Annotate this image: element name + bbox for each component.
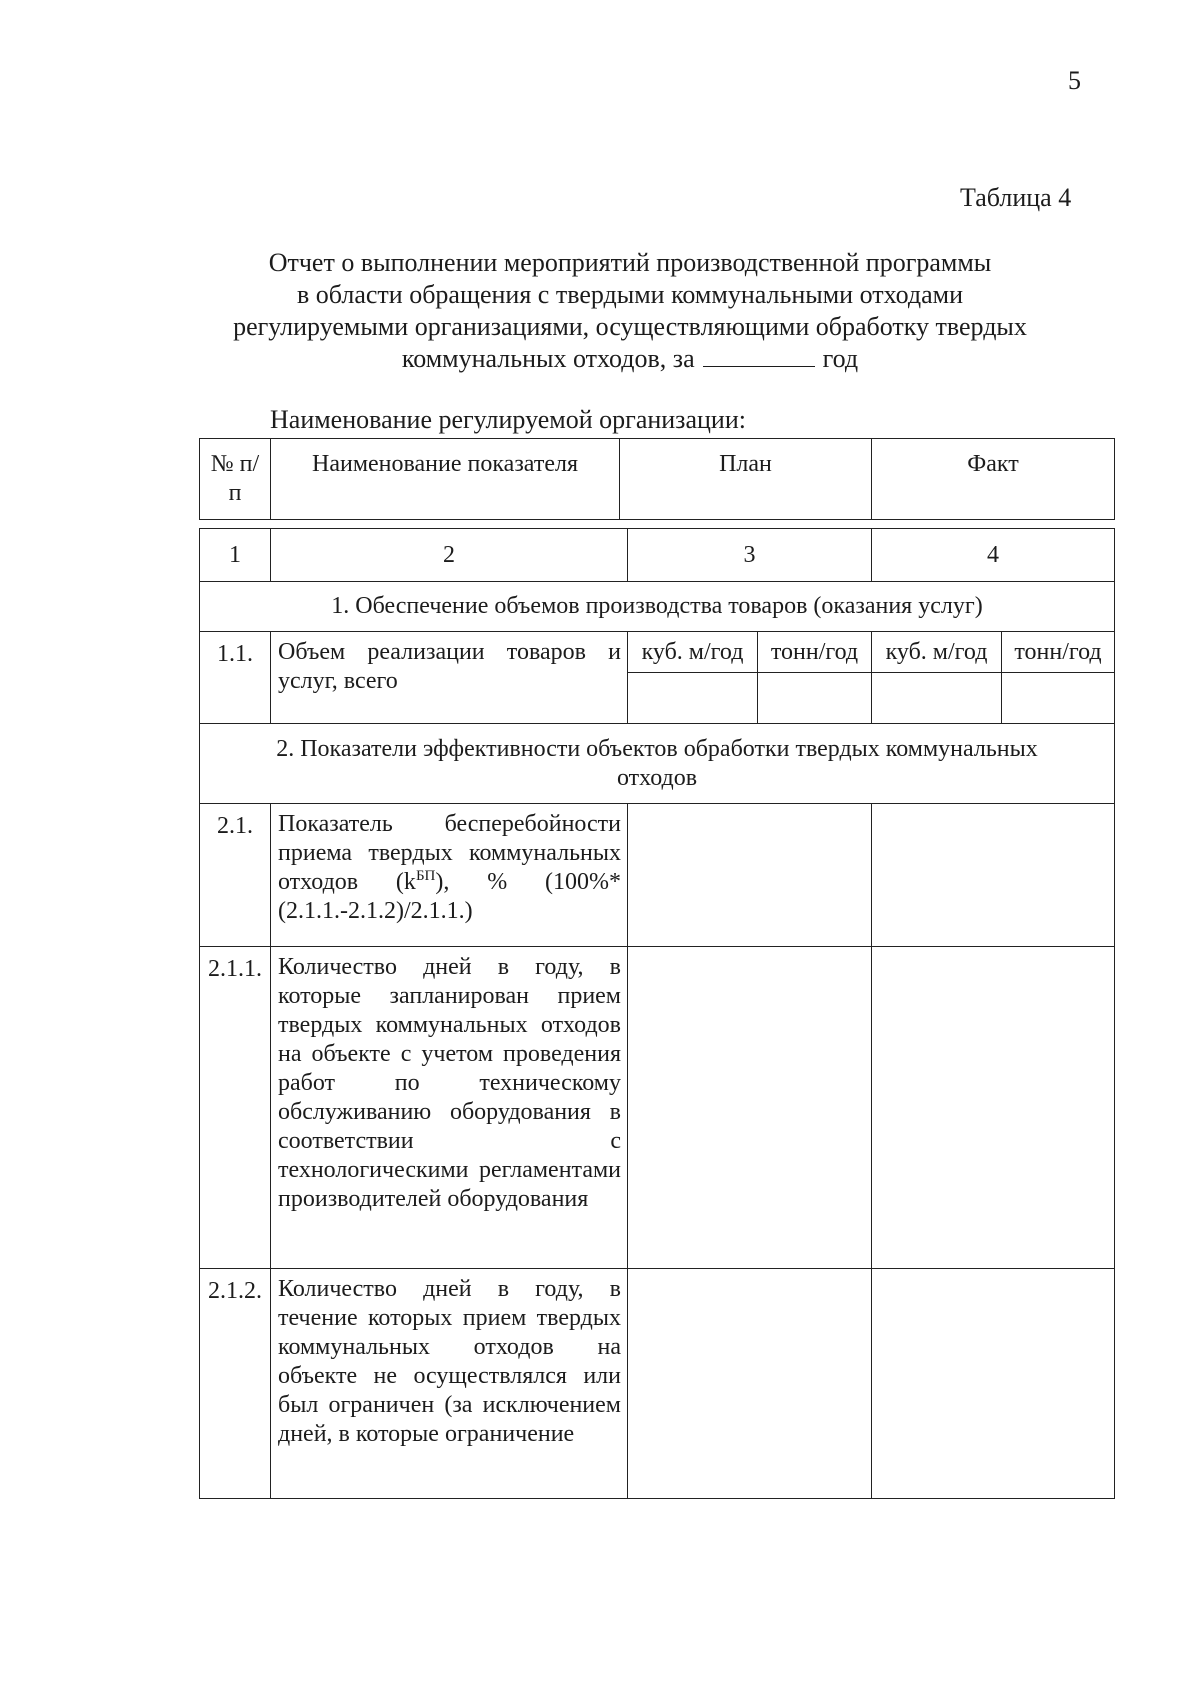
row-2-1-number: 2.1.	[200, 804, 271, 947]
row-2-1-1-fact-value[interactable]	[872, 947, 1115, 1269]
title-line-4-prefix: коммунальных отходов, за	[401, 344, 695, 373]
row-1-1-plan-unit-t: тонн/год	[758, 632, 872, 673]
section-2-heading: 2. Показатели эффективности объектов обработки твердых коммунальных отходов	[200, 724, 1115, 804]
report-table	[199, 528, 1115, 1499]
row-2-1-plan-value[interactable]	[628, 804, 872, 947]
row-2-1-2-fact-value[interactable]	[872, 1269, 1115, 1499]
row-2-1-1-name: Количество дней в году, в которые запланирован прием твердых коммунальных отходов на объекте с учетом проведения работ по техническому обслуживанию оборудования в соответствии с технологическими регламентами производителей оборудования	[271, 947, 628, 1269]
column-number-1: 1	[200, 529, 271, 582]
title-line-3: регулируемыми организациями, осуществляющими обработку твердых	[233, 312, 1027, 341]
page-number: 5	[1068, 66, 1081, 95]
row-2-1-name	[271, 804, 628, 947]
title-line-2: в области обращения с твердыми коммунальными отходами	[297, 280, 963, 309]
report-title	[190, 247, 1070, 375]
row-1-1-number: 1.1.	[200, 632, 271, 724]
header-row	[200, 439, 1115, 520]
header-table	[199, 438, 1115, 520]
title-line-1: Отчет о выполнении мероприятий производственной программы	[268, 248, 992, 277]
row-2-1-name-superscript: БП	[415, 868, 436, 884]
row-1-1-fact-t-value[interactable]	[1002, 673, 1115, 724]
row-1-1-plan-t-value[interactable]	[758, 673, 872, 724]
column-numbers-row	[200, 529, 1115, 582]
organization-name-label: Наименование регулируемой организации:	[270, 405, 746, 434]
row-2-1-1	[200, 947, 1115, 1269]
row-2-1-2-name: Количество дней в году, в течение которых прием твердых коммунальных отходов на объекте не осуществлялся или был ограничен (за исключением дней, в которые ограничение	[271, 1269, 628, 1499]
header-plan: План	[620, 439, 872, 520]
row-2-1-1-plan-value[interactable]	[628, 947, 872, 1269]
header-fact: Факт	[872, 439, 1115, 520]
row-2-1-name-formula: ), % (100%*(2.1.1.-2.1.2)/2.1.1.)	[278, 869, 622, 924]
section-1-heading: 1. Обеспечение объемов производства товаров (оказания услуг)	[200, 582, 1115, 632]
row-2-1-1-number: 2.1.1.	[200, 947, 271, 1269]
table-label: Таблица 4	[960, 183, 1072, 212]
header-no: № п/п	[200, 439, 271, 520]
row-1-1-name: Объем реализации товаров и услуг, всего	[271, 632, 628, 724]
row-2-1-2-plan-value[interactable]	[628, 1269, 872, 1499]
row-2-1-name-text: Показатель бесперебойности приема твердых коммунальных отходов (k	[278, 811, 621, 895]
row-1-1-plan-unit-m3: куб. м/год	[628, 632, 758, 673]
row-1-1-plan-m3-value[interactable]	[628, 673, 758, 724]
row-1-1	[200, 632, 1115, 673]
header-indicator-name: Наименование показателя	[271, 439, 620, 520]
row-2-1-2	[200, 1269, 1115, 1499]
column-number-3: 3	[628, 529, 872, 582]
row-1-1-fact-m3-value[interactable]	[872, 673, 1002, 724]
row-1-1-fact-unit-t: тонн/год	[1002, 632, 1115, 673]
column-number-4: 4	[872, 529, 1115, 582]
row-2-1	[200, 804, 1115, 947]
year-blank-field	[703, 344, 815, 367]
section-2-row	[200, 724, 1115, 804]
row-2-1-fact-value[interactable]	[872, 804, 1115, 947]
row-2-1-2-number: 2.1.2.	[200, 1269, 271, 1499]
row-1-1-fact-unit-m3: куб. м/год	[872, 632, 1002, 673]
title-line-4	[190, 343, 1070, 375]
title-line-4-suffix: год	[822, 344, 859, 373]
column-number-2: 2	[271, 529, 628, 582]
section-1-row	[200, 582, 1115, 632]
